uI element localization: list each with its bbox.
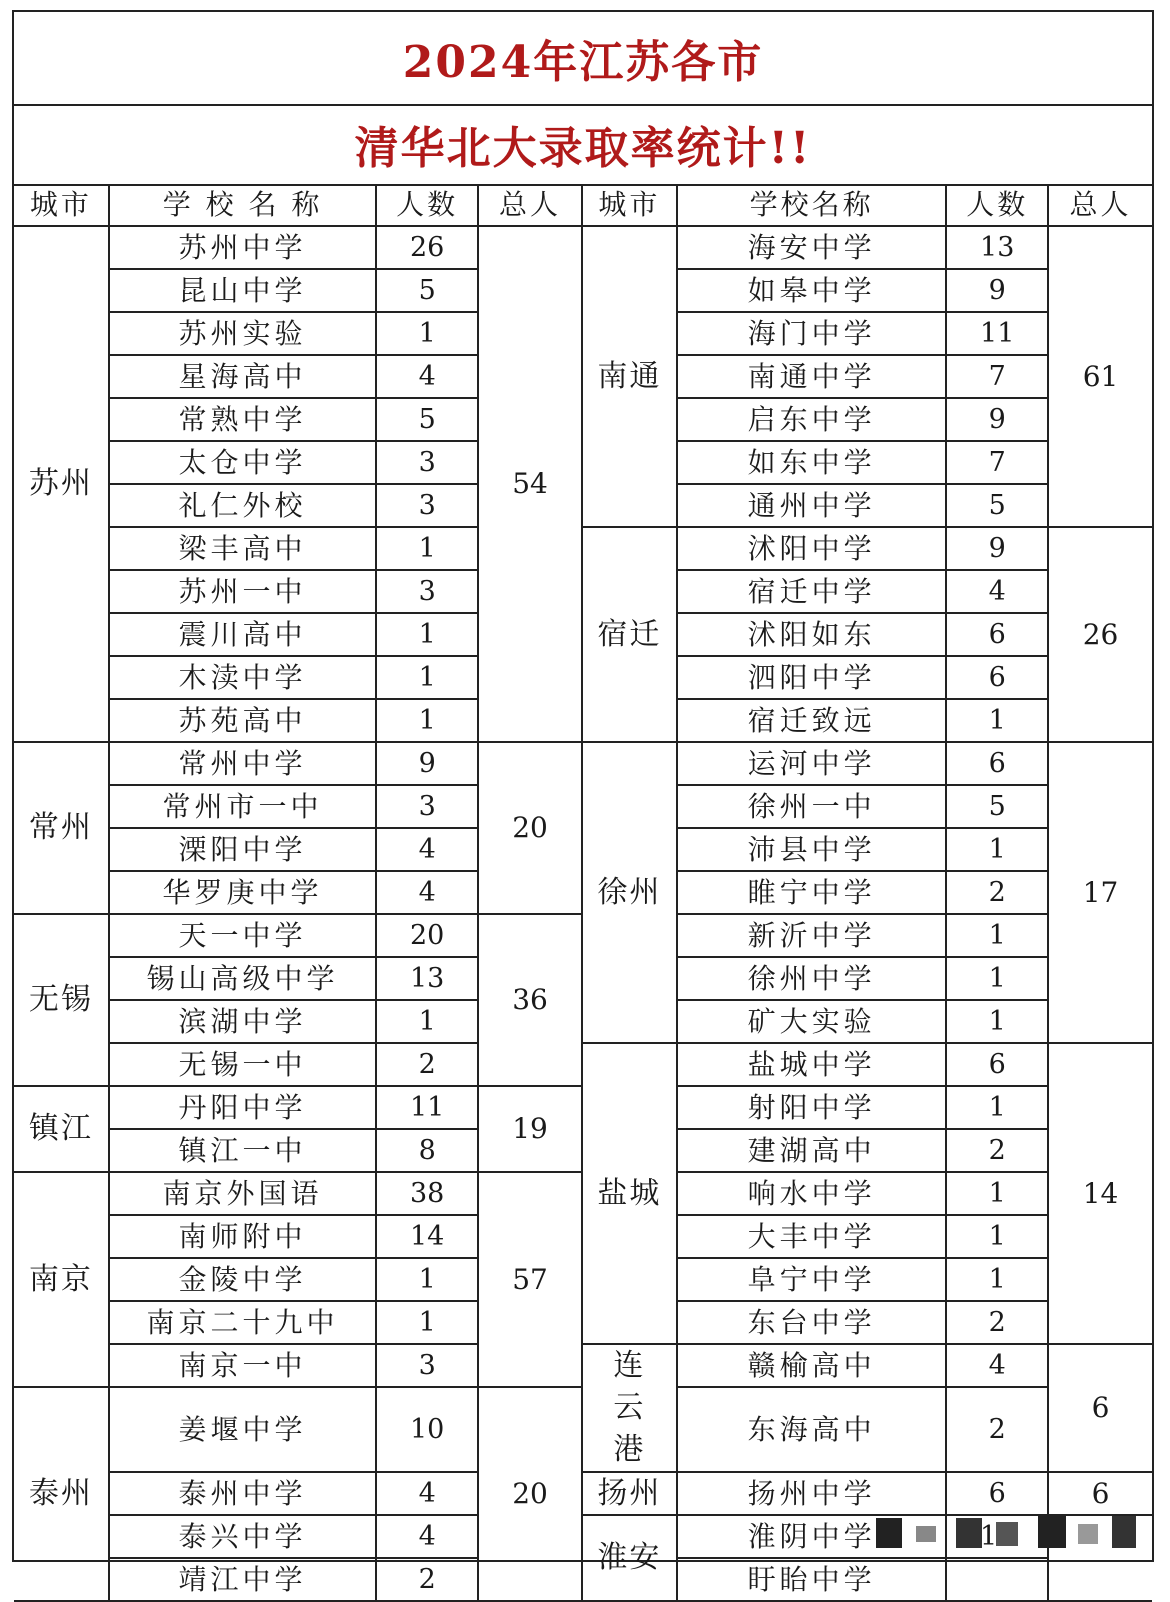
left-school-name: 震川高中 — [109, 613, 376, 656]
left-school-name: 无锡一中 — [109, 1043, 376, 1086]
right-school-name: 如皋中学 — [677, 269, 946, 312]
right-admit-count: 11 — [946, 312, 1048, 355]
right-school-name: 赣榆高中 — [677, 1344, 946, 1387]
watermark-blur — [872, 1506, 1144, 1564]
left-city-cell: 无锡 — [14, 914, 109, 1086]
stats-sheet — [12, 10, 1154, 1596]
table-row — [14, 527, 1152, 570]
right-school-name: 盱眙中学 — [677, 1558, 946, 1601]
right-school-name: 如东中学 — [677, 441, 946, 484]
right-school-name: 徐州一中 — [677, 785, 946, 828]
right-school-name: 阜宁中学 — [677, 1258, 946, 1301]
right-admit-count: 7 — [946, 441, 1048, 484]
right-school-name: 宿迁致远 — [677, 699, 946, 742]
table-row — [14, 226, 1152, 269]
header-row — [14, 184, 1152, 226]
right-admit-count: 1 — [946, 699, 1048, 742]
right-admit-count: 2 — [946, 1387, 1048, 1472]
title-line-1: 2024年江苏各市 — [14, 12, 1152, 106]
left-school-name: 华罗庚中学 — [109, 871, 376, 914]
right-admit-count: 6 — [946, 1472, 1048, 1515]
right-admit-count: 5 — [946, 484, 1048, 527]
left-admit-count: 3 — [376, 785, 478, 828]
right-admit-count: 4 — [946, 570, 1048, 613]
left-city-cell: 常州 — [14, 742, 109, 914]
right-admit-count: 1 — [946, 914, 1048, 957]
right-school-name: 大丰中学 — [677, 1215, 946, 1258]
right-admit-count: 9 — [946, 269, 1048, 312]
left-admit-count: 14 — [376, 1215, 478, 1258]
left-school-name: 南师附中 — [109, 1215, 376, 1258]
left-admit-count: 1 — [376, 613, 478, 656]
left-school-name: 泰兴中学 — [109, 1515, 376, 1558]
right-school-name: 东海高中 — [677, 1387, 946, 1472]
left-admit-count: 10 — [376, 1387, 478, 1472]
table-row — [14, 1043, 1152, 1086]
left-school-name: 姜堰中学 — [109, 1387, 376, 1472]
right-school-name: 建湖高中 — [677, 1129, 946, 1172]
right-city-total: 14 — [1048, 1043, 1152, 1344]
left-admit-count: 26 — [376, 226, 478, 269]
left-school-name: 梁丰高中 — [109, 527, 376, 570]
right-city-cell: 宿迁 — [582, 527, 677, 742]
right-school-name: 射阳中学 — [677, 1086, 946, 1129]
left-school-name: 苏苑高中 — [109, 699, 376, 742]
right-admit-count: 1 — [946, 1172, 1048, 1215]
right-school-name: 宿迁中学 — [677, 570, 946, 613]
right-school-name: 南通中学 — [677, 355, 946, 398]
right-school-name: 响水中学 — [677, 1172, 946, 1215]
right-admit-count: 6 — [946, 613, 1048, 656]
right-admit-count: 9 — [946, 527, 1048, 570]
left-school-name: 南京一中 — [109, 1344, 376, 1387]
right-city-cell: 南通 — [582, 226, 677, 527]
right-admit-count: 5 — [946, 785, 1048, 828]
right-school-name: 泗阳中学 — [677, 656, 946, 699]
right-admit-count: 1 — [946, 957, 1048, 1000]
right-school-name: 睢宁中学 — [677, 871, 946, 914]
right-city-total: 61 — [1048, 226, 1152, 527]
left-school-name: 星海高中 — [109, 355, 376, 398]
left-admit-count: 8 — [376, 1129, 478, 1172]
left-admit-count: 4 — [376, 871, 478, 914]
right-school-name: 新沂中学 — [677, 914, 946, 957]
left-school-name: 苏州实验 — [109, 312, 376, 355]
left-school-name: 太仓中学 — [109, 441, 376, 484]
left-school-name: 木渎中学 — [109, 656, 376, 699]
left-admit-count: 1 — [376, 527, 478, 570]
left-admit-count: 4 — [376, 1472, 478, 1515]
right-school-name: 海门中学 — [677, 312, 946, 355]
header-count-left: 人数 — [376, 184, 478, 226]
right-city-cell: 连云港 — [582, 1344, 677, 1472]
right-school-name: 沭阳中学 — [677, 527, 946, 570]
left-school-name: 溧阳中学 — [109, 828, 376, 871]
left-city-cell: 苏州 — [14, 226, 109, 742]
left-admit-count: 4 — [376, 355, 478, 398]
right-admit-count: 1 — [946, 1215, 1048, 1258]
left-admit-count: 9 — [376, 742, 478, 785]
right-school-name: 矿大实验 — [677, 1000, 946, 1043]
right-admit-count: 13 — [946, 226, 1048, 269]
header-count-right: 人数 — [946, 184, 1048, 226]
left-city-cell: 镇江 — [14, 1086, 109, 1172]
left-school-name: 苏州一中 — [109, 570, 376, 613]
left-school-name: 苏州中学 — [109, 226, 376, 269]
right-admit-count: 6 — [946, 656, 1048, 699]
left-admit-count: 1 — [376, 1000, 478, 1043]
left-admit-count: 5 — [376, 398, 478, 441]
left-admit-count: 38 — [376, 1172, 478, 1215]
right-school-name: 盐城中学 — [677, 1043, 946, 1086]
right-admit-count: 6 — [946, 742, 1048, 785]
left-admit-count: 3 — [376, 570, 478, 613]
left-admit-count: 1 — [376, 1258, 478, 1301]
right-school-name: 通州中学 — [677, 484, 946, 527]
right-city-total: 6 — [1048, 1472, 1152, 1515]
right-city-cell: 盐城 — [582, 1043, 677, 1344]
right-city-cell: 淮安 — [582, 1515, 677, 1601]
right-city-cell: 徐州 — [582, 742, 677, 1043]
left-school-name: 南京二十九中 — [109, 1301, 376, 1344]
left-city-total: 57 — [478, 1172, 582, 1387]
left-school-name: 丹阳中学 — [109, 1086, 376, 1129]
right-school-name: 淮阴中学 — [677, 1515, 946, 1558]
left-admit-count: 1 — [376, 312, 478, 355]
left-school-name: 常州中学 — [109, 742, 376, 785]
left-admit-count: 1 — [376, 656, 478, 699]
right-school-name: 启东中学 — [677, 398, 946, 441]
header-city-left: 城市 — [14, 184, 109, 226]
left-admit-count: 11 — [376, 1086, 478, 1129]
right-admit-count: 6 — [946, 1043, 1048, 1086]
header-school-left: 学 校 名 称 — [109, 184, 376, 226]
left-city-total: 19 — [478, 1086, 582, 1172]
left-school-name: 常熟中学 — [109, 398, 376, 441]
right-school-name: 沛县中学 — [677, 828, 946, 871]
right-admit-count: 1 — [946, 1000, 1048, 1043]
left-admit-count: 5 — [376, 269, 478, 312]
right-admit-count: 2 — [946, 871, 1048, 914]
right-admit-count: 1 — [946, 1258, 1048, 1301]
right-city-total: 17 — [1048, 742, 1152, 1043]
left-school-name: 礼仁外校 — [109, 484, 376, 527]
left-city-total: 36 — [478, 914, 582, 1086]
left-city-total: 20 — [478, 1387, 582, 1601]
right-admit-count: 2 — [946, 1301, 1048, 1344]
right-city-cell: 扬州 — [582, 1472, 677, 1515]
left-school-name: 泰州中学 — [109, 1472, 376, 1515]
right-school-name: 海安中学 — [677, 226, 946, 269]
left-school-name: 锡山高级中学 — [109, 957, 376, 1000]
left-admit-count: 2 — [376, 1558, 478, 1601]
left-school-name: 金陵中学 — [109, 1258, 376, 1301]
right-school-name: 沭阳如东 — [677, 613, 946, 656]
left-school-name: 滨湖中学 — [109, 1000, 376, 1043]
admission-table — [14, 184, 1152, 1602]
left-school-name: 靖江中学 — [109, 1558, 376, 1601]
header-total-right: 总人 — [1048, 184, 1152, 226]
table-row — [14, 742, 1152, 785]
left-school-name: 天一中学 — [109, 914, 376, 957]
right-city-total: 26 — [1048, 527, 1152, 742]
right-admit-count: 4 — [946, 1344, 1048, 1387]
left-admit-count: 13 — [376, 957, 478, 1000]
left-admit-count: 3 — [376, 484, 478, 527]
left-school-name: 南京外国语 — [109, 1172, 376, 1215]
left-admit-count: 2 — [376, 1043, 478, 1086]
left-city-cell: 南京 — [14, 1172, 109, 1387]
right-admit-count: 1 — [946, 1086, 1048, 1129]
right-admit-count: 2 — [946, 1129, 1048, 1172]
left-admit-count: 1 — [376, 1301, 478, 1344]
right-school-name: 东台中学 — [677, 1301, 946, 1344]
header-total-left: 总人 — [478, 184, 582, 226]
left-city-total: 54 — [478, 226, 582, 742]
left-school-name: 常州市一中 — [109, 785, 376, 828]
right-school-name: 运河中学 — [677, 742, 946, 785]
left-admit-count: 3 — [376, 441, 478, 484]
table-row — [14, 1344, 1152, 1387]
title-line-2: 清华北大录取率统计!! — [14, 104, 1152, 186]
left-city-total: 20 — [478, 742, 582, 914]
header-school-right: 学校名称 — [677, 184, 946, 226]
header-city-right: 城市 — [582, 184, 677, 226]
left-admit-count: 4 — [376, 828, 478, 871]
right-school-name: 扬州中学 — [677, 1472, 946, 1515]
left-school-name: 昆山中学 — [109, 269, 376, 312]
left-admit-count: 20 — [376, 914, 478, 957]
right-city-total: 6 — [1048, 1344, 1152, 1472]
right-admit-count: 9 — [946, 398, 1048, 441]
left-school-name: 镇江一中 — [109, 1129, 376, 1172]
right-admit-count: 1 — [946, 828, 1048, 871]
left-admit-count: 4 — [376, 1515, 478, 1558]
right-admit-count — [946, 1558, 1048, 1601]
right-school-name: 徐州中学 — [677, 957, 946, 1000]
left-admit-count: 1 — [376, 699, 478, 742]
right-admit-count: 7 — [946, 355, 1048, 398]
left-admit-count: 3 — [376, 1344, 478, 1387]
left-city-cell: 泰州 — [14, 1387, 109, 1601]
